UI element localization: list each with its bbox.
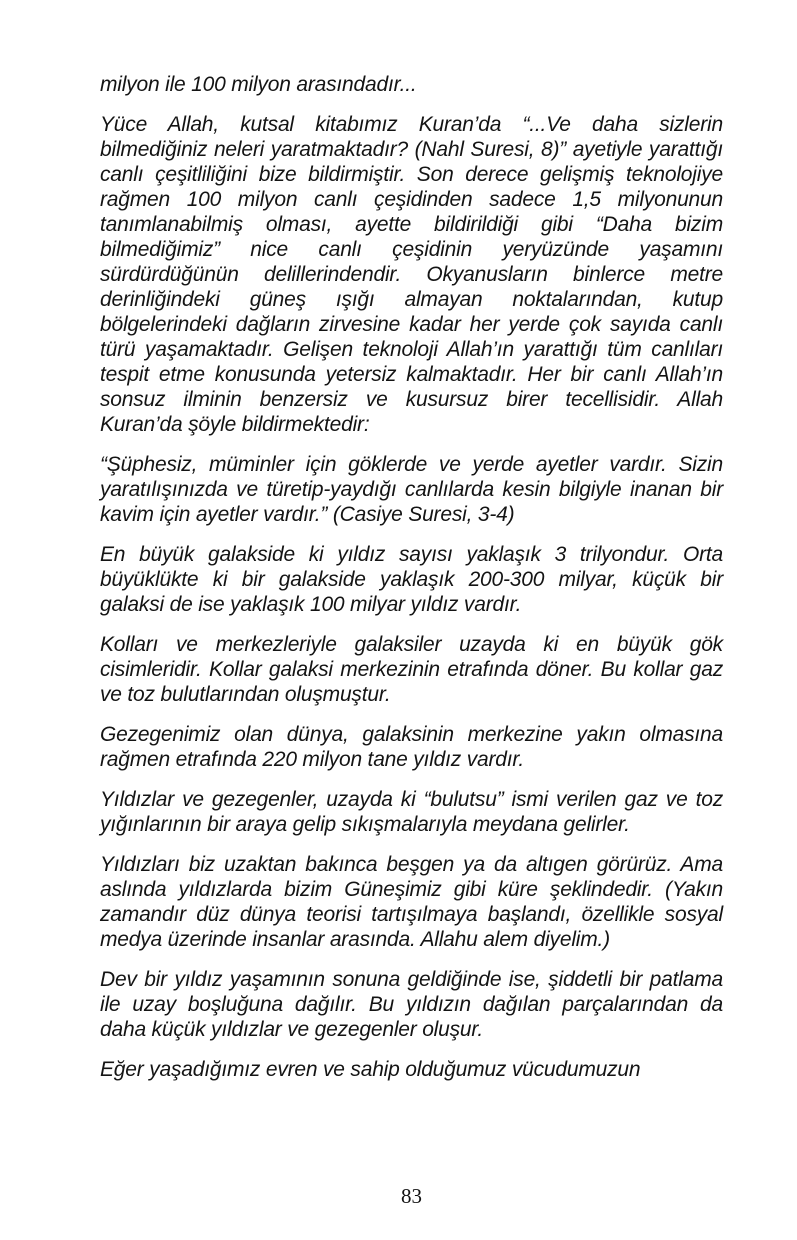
page-number: 83 (401, 1184, 422, 1208)
paragraph-universe-body: Eğer yaşadığımız evren ve sahip olduğumuz vücudumuzun (100, 1058, 641, 1081)
paragraph-star-death: Dev bir yıldız yaşamının sonuna geldiğinde ise, şiddetli bir patlama ile uzay boşluğuna dağılır. Bu yıldızın dağılan parçalarından da daha küçük yıldızlar ve gezegenler oluşur. (100, 968, 723, 1041)
paragraph-galaxy-star-counts: En büyük galakside ki yıldız sayısı yaklaşık 3 trilyondur. Orta büyüklükte ki bir galakside yaklaşık 200-300 milyar, küçük bir galaksi de ise yaklaşık 100 milyar yıldız vardır. (100, 543, 723, 616)
body-text (100, 72, 723, 1097)
paragraph-earth-galaxy: Gezegenimiz olan dünya, galaksinin merkezine yakın olmasına rağmen etrafında 220 milyon tane yıldız vardır. (100, 723, 723, 771)
paragraph-star-shape: Yıldızları biz uzaktan bakınca beşgen ya da altıgen görürüz. Ama aslında yıldızlarda bizim Güneşimiz gibi küre şeklindedir. (Yakın zamandır düz dünya teorisi tartışılmaya başlandı, özellikle sosyal medya üzerinde insanlar arasında. Allahu alem diyelim.) (100, 853, 723, 951)
paragraph-continuation: milyon ile 100 milyon arasındadır... (100, 73, 417, 96)
paragraph-creation-verse: Yüce Allah, kutsal kitabımız Kuran’da “...Ve daha sizlerin bilmediğiniz neleri yaratmaktadır? (Nahl Suresi, 8)” ayetiyle yarattığı canlı çeşitliliğini bize bildirmiştir. Son derece gelişmiş teknolojiye rağmen 100 milyon canlı çeşidinden sadece 1,5 milyonunun tanımlanabilmiş olması, ayette bildirildiği gibi “Daha bizim bilmediğimiz” nice canlı çeşidinin yeryüzünde yaşamını sürdürdüğünün delillerindendir. Okyanusların binlerce metre derinliğindeki güneş ışığı almayan noktalarından, kutup bölgelerindeki dağların zirvesine kadar her yerde çok sayıda canlı türü yaşamaktadır. Gelişen teknoloji Allah’ın yarattığı tüm canlıları tespit etme konusunda yetersiz kalmaktadır. Her bir canlı Allah’ın sonsuz ilminin benzersiz ve kusursuz birer tecellisidir. Allah Kuran’da şöyle bildirmektedir: (100, 113, 723, 436)
paragraph-quran-quote: “Şüphesiz, müminler için göklerde ve yerde ayetler vardır. Sizin yaratılışınızda ve türetip-yaydığı canlılarda kesin bilgiyle inanan bir kavim için ayetler vardır.” (Casiye Suresi, 3-4) (100, 453, 723, 526)
paragraph-galaxy-arms: Kolları ve merkezleriyle galaksiler uzayda ki en büyük gök cisimleridir. Kollar galaksi merkezinin etrafında döner. Bu kollar gaz ve toz bulutlarından oluşmuştur. (100, 633, 723, 706)
paragraph-nebula: Yıldızlar ve gezegenler, uzayda ki “bulutsu” ismi verilen gaz ve toz yığınlarının bir araya gelip sıkışmalarıyla meydana gelirler. (100, 788, 723, 836)
